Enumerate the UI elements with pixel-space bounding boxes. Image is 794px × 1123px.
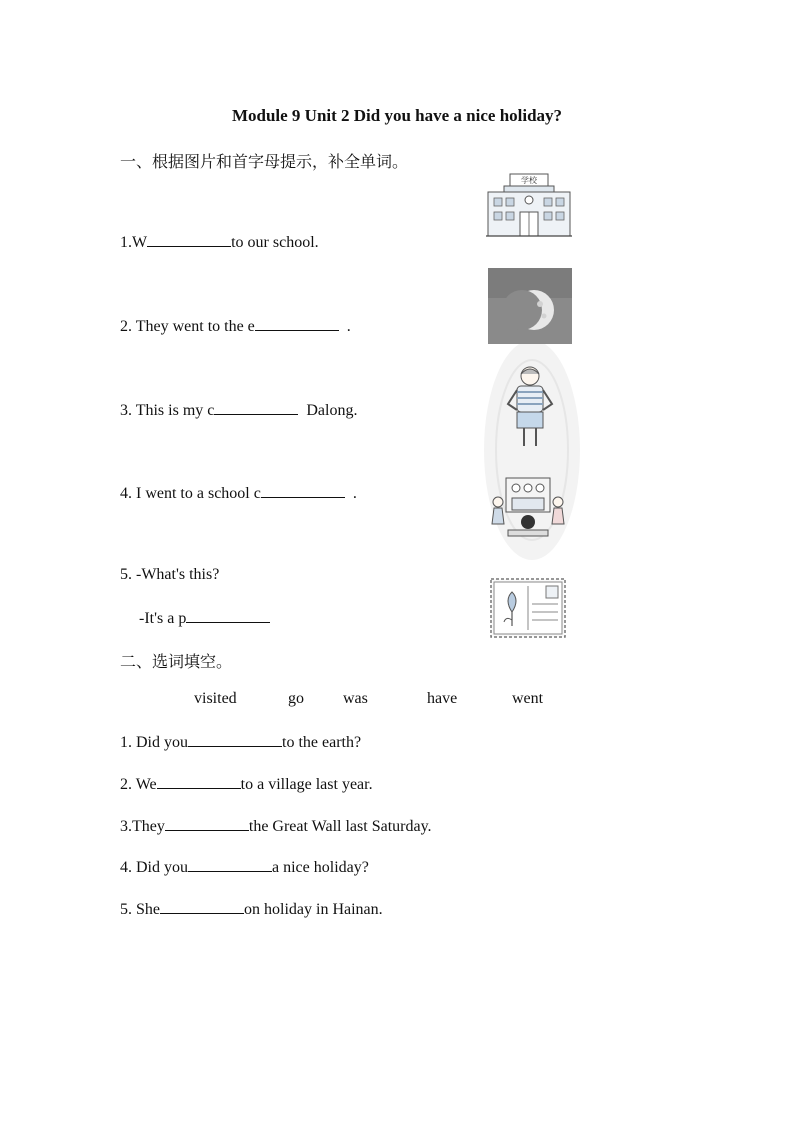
question-text: to the earth? <box>282 734 362 751</box>
question-1-2 <box>120 316 351 336</box>
answer-blank[interactable] <box>186 608 270 623</box>
cousin-boy-icon <box>500 364 560 450</box>
answer-blank[interactable] <box>261 483 345 498</box>
question-text: a nice holiday? <box>272 859 369 876</box>
question-1-5-answer <box>139 608 270 628</box>
word-bank-item: visited <box>194 690 237 707</box>
word-bank-item: go <box>288 690 304 707</box>
question-1-5 <box>120 566 219 584</box>
question-2-3 <box>120 816 432 836</box>
question-text: Dalong. <box>302 402 358 419</box>
answer-blank[interactable] <box>160 899 244 914</box>
moon-icon <box>488 268 572 344</box>
question-text: 5. She <box>120 901 160 918</box>
question-2-5 <box>120 899 383 919</box>
word-bank-item: was <box>343 690 368 707</box>
question-text: on holiday in Hainan. <box>244 901 383 918</box>
question-2-1 <box>120 732 361 752</box>
question-2-2 <box>120 774 373 794</box>
question-text: 3.They <box>120 818 165 835</box>
question-text: to our school. <box>231 234 319 251</box>
question-text: 2. They went to the e <box>120 318 255 335</box>
school-building-icon <box>484 170 574 238</box>
question-text: 3. This is my c <box>120 402 215 419</box>
answer-blank[interactable] <box>255 316 339 331</box>
section-1-heading: 一、根据图片和首字母提示，补全单词。 <box>120 152 409 171</box>
question-1-4 <box>120 483 357 503</box>
answer-blank[interactable] <box>147 232 231 247</box>
question-text: -It's a p <box>139 610 187 627</box>
question-text: . <box>342 318 351 335</box>
question-text: . <box>348 485 357 502</box>
answer-blank[interactable] <box>214 400 298 415</box>
question-1-1 <box>120 232 319 252</box>
word-bank-item: have <box>427 690 458 707</box>
question-text: 4. I went to a school c <box>120 485 261 502</box>
question-text: the Great Wall last Saturday. <box>248 818 432 835</box>
answer-blank[interactable] <box>188 732 282 747</box>
question-1-3 <box>120 400 357 420</box>
answer-blank[interactable] <box>165 816 249 831</box>
question-2-4 <box>120 857 369 877</box>
question-text: 2. We <box>120 776 157 793</box>
answer-blank[interactable] <box>157 774 241 789</box>
section-2-heading: 二、选词填空。 <box>120 652 233 671</box>
question-text: 4. Did you <box>120 859 188 876</box>
page-title: Module 9 Unit 2 Did you have a nice holiday? <box>231 106 563 125</box>
question-text: 1. Did you <box>120 734 188 751</box>
question-text: 5. -What's this? <box>120 566 220 583</box>
postcard-icon <box>490 578 566 638</box>
school-sign-text: 学校 <box>521 176 537 185</box>
answer-blank[interactable] <box>188 857 272 872</box>
word-bank-item: went <box>512 690 544 707</box>
question-text: 1.W <box>120 234 148 251</box>
school-concert-icon <box>486 474 570 540</box>
question-text: to a village last year. <box>240 776 373 793</box>
